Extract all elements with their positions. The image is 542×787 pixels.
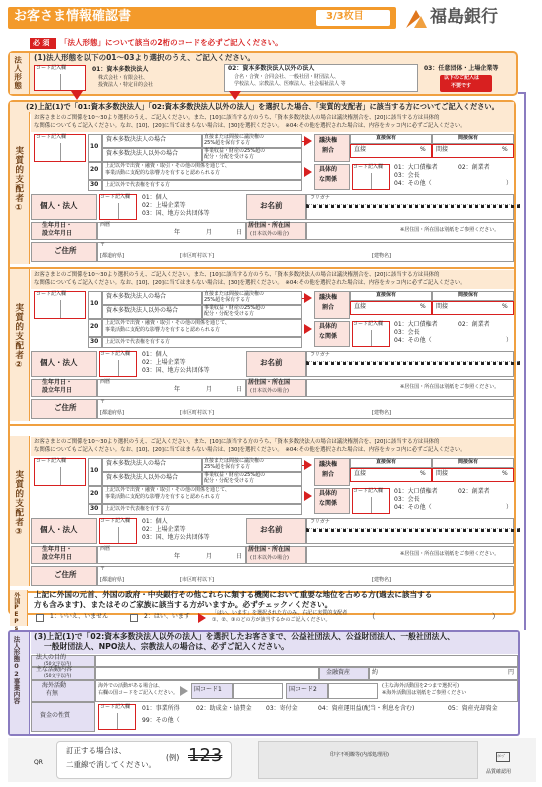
- r10-arrow-line: [302, 298, 308, 299]
- bank-name: 福島銀行: [430, 7, 498, 27]
- r10-a-note1: 直接または間接に議決権の: [204, 458, 265, 464]
- arrow-down-icon: [71, 91, 83, 100]
- person-code-divider: [118, 203, 119, 219]
- relation-opt3: 03：会長: [394, 496, 420, 503]
- owner-intro2: な関係についてもご記入ください。なお、[10]、[20]に当てはまらない場合は、[30]を選択ください。 ※04:その他を選択された場合は、内容をカッコ内に必ずご記入ください。: [34, 447, 466, 453]
- corp-opt3-note1: 以下のご記入は: [444, 75, 480, 81]
- internal-stamp-box: [258, 741, 478, 779]
- birth-input[interactable]: [97, 546, 246, 564]
- vote-head-indirect: 間接保有: [458, 135, 479, 141]
- purpose-input[interactable]: [95, 655, 518, 667]
- name-label: お名前: [260, 201, 283, 210]
- postal-mark: 〒: [100, 242, 106, 248]
- vote-head-indirect: 間接保有: [458, 292, 479, 298]
- purpose-label: [36, 655, 66, 662]
- vote-label1: 議決権: [319, 137, 338, 144]
- relation-opt2: 02：創業者: [458, 488, 490, 495]
- relation-opt2: 02：創業者: [458, 321, 490, 328]
- address-pref: [都道府県]: [100, 410, 124, 416]
- r10-b-note2: 配分・分配を受ける方: [204, 311, 255, 317]
- birth-year: 年: [174, 229, 181, 236]
- r10-arrow-line: [302, 141, 308, 142]
- country-label1: 居住国・所在国: [248, 222, 291, 229]
- page-number: 3/3枚目: [326, 11, 364, 22]
- vote-direct-label: 直接: [354, 470, 367, 477]
- correction-example-number: 123: [188, 745, 223, 766]
- address-city: [市区町村以下]: [180, 577, 214, 583]
- relationship-code-divider: [60, 143, 61, 161]
- overseas-right1: (主な海外活動国を2つまで選択可): [382, 683, 460, 689]
- furigana-label: フリガナ: [310, 195, 330, 201]
- owner-label: 実質的支配者③: [13, 470, 24, 538]
- furigana-divider: [306, 204, 520, 208]
- funds-opt04: 04：資産運用益(配当・利息を含む): [318, 705, 415, 712]
- country-code2-input[interactable]: [328, 683, 378, 699]
- funds-opt02: 02：助成金・協賛金: [196, 705, 252, 712]
- capital-approx: 約: [372, 669, 379, 676]
- funds-opt01: 01：事業所得: [142, 705, 180, 712]
- birth-era: 西暦: [100, 379, 111, 385]
- r10-b-note2: 配分・分配を受ける方: [204, 154, 255, 160]
- furigana-divider: [306, 361, 520, 365]
- relation-code-divider: [371, 173, 372, 189]
- owner-intro1: お客さまとのご関係を10～30より選択のうえ、ご記入ください。また、[10]に該当する方のうち、「資本多数決法人の場合は議決権割合を、[20]に該当する方は具体的: [34, 272, 440, 278]
- r10-b-label: 資本多数決法人以外の場合: [106, 307, 179, 314]
- birth-label2: 設立年月日: [42, 554, 73, 561]
- r20-code: 20: [90, 166, 99, 173]
- q3-text2: 一般財団法人、NPO法人、宗教法人の場合は、必ずご記入ください。: [44, 642, 289, 651]
- relation-label1: 具体的: [319, 166, 338, 173]
- country-label1: 居住国・所在国: [248, 379, 291, 386]
- relation-code-divider: [371, 497, 372, 513]
- country-note: ※居住国・所在国は別紙をご参照ください。: [400, 384, 500, 390]
- person-opt3: 03：国、地方公共団体等: [142, 534, 210, 541]
- address-building: [建物名]: [372, 410, 391, 416]
- person-code-label: コード記入欄: [100, 518, 131, 524]
- r20-text2: 事業活動に支配的な影響力を有すると認められる方: [105, 170, 221, 176]
- quality-check-label: 品質確認用: [486, 769, 512, 775]
- r20-text2: 事業活動に支配的な影響力を有すると認められる方: [105, 327, 221, 333]
- vote-indirect-pct: %: [502, 470, 508, 477]
- birth-input[interactable]: [97, 379, 246, 397]
- r10-a-label: 資本多数決法人の場合: [106, 460, 167, 467]
- vote-indirect-label: 間接: [436, 146, 449, 153]
- funds-opt99: 99：その他（: [142, 717, 180, 724]
- relation-opt1: 01：大口債権者: [394, 164, 438, 171]
- birth-day: 日: [236, 229, 243, 236]
- person-opt1: 01：個人: [142, 351, 168, 358]
- r10-a-note2: 25%超を保有する方: [204, 464, 251, 470]
- person-code-divider: [118, 527, 119, 543]
- r30-code: 30: [90, 181, 99, 188]
- overseas-label2: 有無: [46, 690, 59, 697]
- r20-text1: 上記以外で出資・融資・取引・その他の関係を通じて、: [105, 163, 230, 169]
- corp-code-divider: [60, 74, 61, 90]
- r10-b-note1: 事業収益・財産の25%超の: [204, 148, 266, 154]
- relation-opt4: 04：その他（: [394, 180, 432, 187]
- r10-code: 10: [90, 143, 99, 150]
- person-opt1: 01：個人: [142, 518, 168, 525]
- relation-opt4-close: ）: [506, 504, 513, 511]
- vote-label1: 議決権: [319, 461, 338, 468]
- r10-a-label: 資本多数決法人の場合: [106, 293, 167, 300]
- relation-opt4: 04：その他（: [394, 337, 432, 344]
- overseas-label1: 海外活動: [42, 682, 67, 689]
- birth-era: 西暦: [100, 546, 111, 552]
- relation-opt4-close: ）: [506, 337, 513, 344]
- correction-example-label: (例): [166, 753, 180, 762]
- postal-mark: 〒: [100, 566, 106, 572]
- funds-code-label: コード記入欄: [100, 704, 131, 710]
- funds-code-divider: [117, 713, 118, 729]
- funds-opt03: 03：寄付金: [266, 705, 298, 712]
- main-activity-input[interactable]: [95, 667, 319, 680]
- capital-label: 金融資産: [326, 669, 351, 676]
- birth-month: 月: [206, 553, 213, 560]
- purpose-limit: (50文字以内): [44, 662, 72, 667]
- peps-paren-close: ）: [492, 612, 500, 621]
- vote-label2: 割合: [322, 304, 335, 311]
- birth-label1: 生年月日・: [42, 379, 73, 386]
- relation-opt2: 02：創業者: [458, 164, 490, 171]
- arrow-down-icon: [229, 91, 241, 100]
- relationship-code-divider: [60, 467, 61, 485]
- relation-label1: 具体的: [319, 323, 338, 330]
- address-input[interactable]: [97, 399, 514, 419]
- peps-yes-label: 2：はい、います: [144, 613, 190, 620]
- vote-indirect-pct: %: [502, 146, 508, 153]
- corp-opt1-sub1: 株式会社・有限会社、: [98, 75, 149, 81]
- name-label: お名前: [260, 525, 283, 534]
- relation-label1: 具体的: [319, 490, 338, 497]
- corp-opt3-note2: 不要です: [451, 83, 472, 89]
- vote-indirect-label: 間接: [436, 303, 449, 310]
- person-opt3: 03：国、地方公共団体等: [142, 367, 210, 374]
- relation-code-label: コード記入欄: [353, 488, 384, 494]
- owner-intro1: お客さまとのご関係を10～30より選択のうえ、ご記入ください。また、[10]に該当する方のうち、「資本多数決法人の場合は議決権割合を、[20]に該当する方は具体的: [34, 439, 440, 445]
- r20-text1: 上記以外で出資・融資・取引・その他の関係を通じて、: [105, 487, 230, 493]
- vote-indirect-label: 間接: [436, 470, 449, 477]
- birth-era: 西暦: [100, 222, 111, 228]
- address-label: ご住所: [54, 570, 77, 579]
- vote-direct-pct: %: [420, 303, 426, 310]
- r10-a-note2: 25%超を保有する方: [204, 140, 251, 146]
- peps-paren-open: （: [368, 612, 376, 621]
- vote-direct-pct: %: [420, 146, 426, 153]
- country-label2: (日本以外の場合): [250, 231, 289, 237]
- relation-code-label: コード記入欄: [353, 164, 384, 170]
- q2-text: (2)上記(1)で「01:資本多数決法人」「02:資本多数決法人以外の法人」を選択した場合、「実質的支配者」に該当する方についてご記入ください。: [26, 102, 499, 111]
- country-label2: (日本以外の場合): [250, 555, 289, 561]
- furigana-label: フリガナ: [310, 519, 330, 525]
- birth-year: 年: [174, 386, 181, 393]
- furigana-label: フリガナ: [310, 352, 330, 358]
- birth-day: 日: [236, 553, 243, 560]
- peps-text2: 方も含みます)、またはそのご家族に該当する方がいますか。必ずチェック✓ください。: [34, 600, 333, 609]
- peps-owner-input[interactable]: [378, 612, 490, 623]
- r20-code: 20: [90, 323, 99, 330]
- peps-yes-checkbox[interactable]: [130, 614, 138, 622]
- correction-text2: 二重線で消してください。: [66, 760, 156, 769]
- owner-intro2: な関係についてもご記入ください。なお、[10]、[20]に当てはまらない場合は、[30]を選択ください。 ※04:その他を選択された場合は、内容をカッコ内に必ずご記入ください。: [34, 280, 466, 286]
- address-pref: [都道府県]: [100, 577, 124, 583]
- country-code2-label: 国コード2: [289, 686, 317, 693]
- capital-input[interactable]: [369, 667, 518, 680]
- person-code-divider: [118, 360, 119, 376]
- overseas-note1: 海外での活動がある場合は、: [98, 683, 164, 689]
- relation-opt4: 04：その他（: [394, 504, 432, 511]
- furigana-divider: [306, 528, 520, 532]
- address-label: ご住所: [54, 246, 77, 255]
- vote-head-indirect: 間接保有: [458, 459, 479, 465]
- r10-a-note1: 直接または間接に議決権の: [204, 134, 265, 140]
- owner-label: 実質的支配者①: [13, 146, 24, 214]
- r30-text: 上記以外で代表権を有する方: [105, 182, 171, 188]
- arrow-right-icon: [198, 613, 206, 623]
- country-note: ※居住国・所在国は別紙をご参照ください。: [400, 551, 500, 557]
- corp-opt1-title: 01：資本多数決法人: [92, 66, 149, 73]
- r10-b-label: 資本多数決法人以外の場合: [106, 150, 179, 157]
- relation-code-label: コード記入欄: [353, 321, 384, 327]
- peps-no-label: 1：いいえ、いません: [50, 613, 109, 620]
- peps-note1: 「はい、います」を選択された方のみ、右記に実質的支配者: [212, 610, 348, 616]
- overseas-right2: ※海外活動国は別紙をご参照ください: [382, 690, 467, 696]
- relationship-code-divider: [60, 300, 61, 318]
- relation-opt1: 01：大口債権者: [394, 321, 438, 328]
- corp-opt3-title: 03：任意団体・上場企業等: [424, 65, 499, 72]
- person-code-label: コード記入欄: [100, 351, 131, 357]
- person-label: 個人・法人: [40, 358, 78, 367]
- relation-label2: な関係: [319, 333, 338, 340]
- birth-year: 年: [174, 553, 181, 560]
- r10-a-note1: 直接または間接に議決権の: [204, 291, 265, 297]
- birth-month: 月: [206, 386, 213, 393]
- r10-b-note1: 事業収益・財産の25%超の: [204, 305, 266, 311]
- relationship-code-label: コード記入欄: [36, 134, 67, 140]
- relationship-code-label: コード記入欄: [36, 458, 67, 464]
- vote-indirect-pct: %: [502, 303, 508, 310]
- r20-code: 20: [90, 490, 99, 497]
- country-code1-input[interactable]: [233, 683, 283, 699]
- peps-note2: ①、②、③のどの方が該当するかのご記入ください。: [212, 617, 331, 623]
- corp-opt2-sub1: 合名・合資・合同会社、一般社団・財団法人、: [234, 74, 340, 80]
- relation-opt3: 03：会長: [394, 172, 420, 179]
- address-building: [建物名]: [372, 253, 391, 259]
- address-pref: [都道府県]: [100, 253, 124, 259]
- owner-intro2: な関係についてもご記入ください。なお、[10]、[20]に当てはまらない場合は、[30]を選択ください。 ※04:その他を選択された場合は、内容をカッコ内に必ずご記入ください。: [34, 123, 466, 129]
- person-label: 個人・法人: [40, 525, 78, 534]
- address-input[interactable]: [97, 566, 514, 586]
- relation-opt1: 01：大口債権者: [394, 488, 438, 495]
- q3-label: 法人形態02事業内容: [12, 636, 21, 704]
- corp-opt2-sub2: 学校法人、宗教法人、医療法人、社会福祉法人 等: [234, 81, 346, 87]
- relation-opt4-close: ）: [506, 180, 513, 187]
- address-city: [市区町村以下]: [180, 253, 214, 259]
- r10-b-label: 資本多数決法人以外の場合: [106, 474, 179, 481]
- relation-opt3: 03：会長: [394, 329, 420, 336]
- person-opt2: 02：上場企業等: [142, 202, 186, 209]
- vote-direct-label: 直接: [354, 146, 367, 153]
- country-label2: (日本以外の場合): [250, 388, 289, 394]
- owner-label: 実質的支配者②: [13, 303, 24, 371]
- vote-label2: 割合: [322, 471, 335, 478]
- birth-month: 月: [206, 229, 213, 236]
- r10-code: 10: [90, 300, 99, 307]
- person-opt1: 01：個人: [142, 194, 168, 201]
- r10-a-label: 資本多数決法人の場合: [106, 136, 167, 143]
- overseas-note2: 右欄の国コードをご記入ください。: [98, 690, 179, 696]
- vote-head-direct: 直接保有: [376, 292, 397, 298]
- peps-text1: 上記に外国の元首、外国の政府・中央銀行その他これらに類する機関において重要な地位を占める方(過去に該当する: [34, 590, 433, 599]
- address-building: [建物名]: [372, 577, 391, 583]
- owner-section-separator: [10, 267, 514, 269]
- name-label: お名前: [260, 358, 283, 367]
- main-activity-label: 主な活動内容: [36, 666, 73, 673]
- r10-arrow-line: [302, 465, 308, 466]
- peps-label: 外国PEPs: [12, 592, 20, 632]
- arrow-right-icon: [304, 324, 312, 334]
- r10-b-note2: 配分・分配を受ける方: [204, 478, 255, 484]
- relation-label2: な関係: [319, 176, 338, 183]
- page-title: お客さま情報確認書: [14, 9, 132, 24]
- vote-head-direct: 直接保有: [376, 459, 397, 465]
- r30-code: 30: [90, 338, 99, 345]
- arrow-right-icon: [304, 167, 312, 177]
- vote-direct-pct: %: [420, 470, 426, 477]
- birth-label1: 生年月日・: [42, 222, 73, 229]
- birth-input[interactable]: [97, 222, 246, 240]
- r10-b-note1: 事業収益・財産の25%超の: [204, 472, 266, 478]
- country-note: ※居住国・所在国は別紙をご参照ください。: [400, 227, 500, 233]
- r10-a-note2: 25%超を保有する方: [204, 297, 251, 303]
- owner-section-separator: [10, 424, 514, 426]
- owner-intro1: お客さまとのご関係を10～30より選択のうえ、ご記入ください。また、[10]に該当する方のうち、「資本多数決法人の場合は議決権割合を、[20]に該当する方は具体的: [34, 115, 440, 121]
- address-label: ご住所: [54, 403, 77, 412]
- relation-code-divider: [371, 330, 372, 346]
- corp-form-label: 法人形態: [13, 56, 23, 90]
- internal-stamp-label: 印字不明瞭等(内部処理用): [330, 752, 389, 758]
- relation-label2: な関係: [319, 500, 338, 507]
- person-label: 個人・法人: [40, 201, 78, 210]
- r30-text: 上記以外で代表権を有する方: [105, 506, 171, 512]
- address-city: [市区町村以下]: [180, 410, 214, 416]
- capital-yen: 円: [508, 669, 515, 676]
- arrow-right-icon: [304, 491, 312, 501]
- birth-label2: 設立年月日: [42, 387, 73, 394]
- country-label1: 居住国・所在国: [248, 546, 291, 553]
- funds-label: 資金の性質: [40, 712, 71, 719]
- person-opt3: 03：国、地方公共団体等: [142, 210, 210, 217]
- vote-head-direct: 直接保有: [376, 135, 397, 141]
- corp-opt2-title: 02：資本多数決法人以外の法人: [228, 65, 315, 72]
- r10-code: 10: [90, 467, 99, 474]
- required-badge-label: 必 須: [33, 39, 50, 47]
- corp-form-code-label: コード記入欄: [36, 65, 67, 71]
- birth-label1: 生年月日・: [42, 546, 73, 553]
- corp-opt1-sub2: 投資法人・特定目的会社: [98, 82, 154, 88]
- r20-text2: 事業活動に支配的な影響力を有すると認められる方: [105, 494, 221, 500]
- purpose-label-main: 法人の目的: [36, 654, 67, 661]
- vote-label1: 議決権: [319, 294, 338, 301]
- postal-mark: 〒: [100, 399, 106, 405]
- q3-text1: (3)上記(1)で「02:資本多数決法人以外の法人」を選択したお客さまで、公益社団法人、公益財団法人、一般社団法人、: [34, 632, 455, 641]
- relationship-code-label: コード記入欄: [36, 291, 67, 297]
- person-opt2: 02：上場企業等: [142, 359, 186, 366]
- required-note: 「法人形態」について該当の2桁のコードを必ずご記入ください。: [60, 38, 283, 47]
- vote-label2: 割合: [322, 147, 335, 154]
- person-opt2: 02：上場企業等: [142, 526, 186, 533]
- vote-direct-label: 直接: [354, 303, 367, 310]
- funds-other-input[interactable]: [190, 717, 510, 727]
- country-code1-label: 国コード1: [194, 686, 222, 693]
- arrow-right-icon: [180, 686, 188, 696]
- r30-text: 上記以外で代表権を有する方: [105, 339, 171, 345]
- birth-label2: 設立年月日: [42, 230, 73, 237]
- r30-code: 30: [90, 505, 99, 512]
- address-input[interactable]: [97, 242, 514, 262]
- main-activity-limit: (50文字以内): [44, 674, 72, 679]
- image-mark: ｲﾒｰｼﾞ: [497, 754, 506, 758]
- qr-label: QR: [34, 759, 43, 766]
- funds-opt05: 05：資産売却資金: [448, 705, 498, 712]
- correction-text1: 訂正する場合は、: [66, 746, 126, 755]
- person-code-label: コード記入欄: [100, 194, 131, 200]
- peps-no-checkbox[interactable]: [36, 614, 44, 622]
- bank-logo-icon: [404, 8, 428, 30]
- corp-form-question: (1)法人形態を以下の01～03より選択のうえ、ご記入ください。: [34, 53, 255, 62]
- r20-text1: 上記以外で出資・融資・取引・その他の関係を通じて、: [105, 320, 230, 326]
- birth-day: 日: [236, 386, 243, 393]
